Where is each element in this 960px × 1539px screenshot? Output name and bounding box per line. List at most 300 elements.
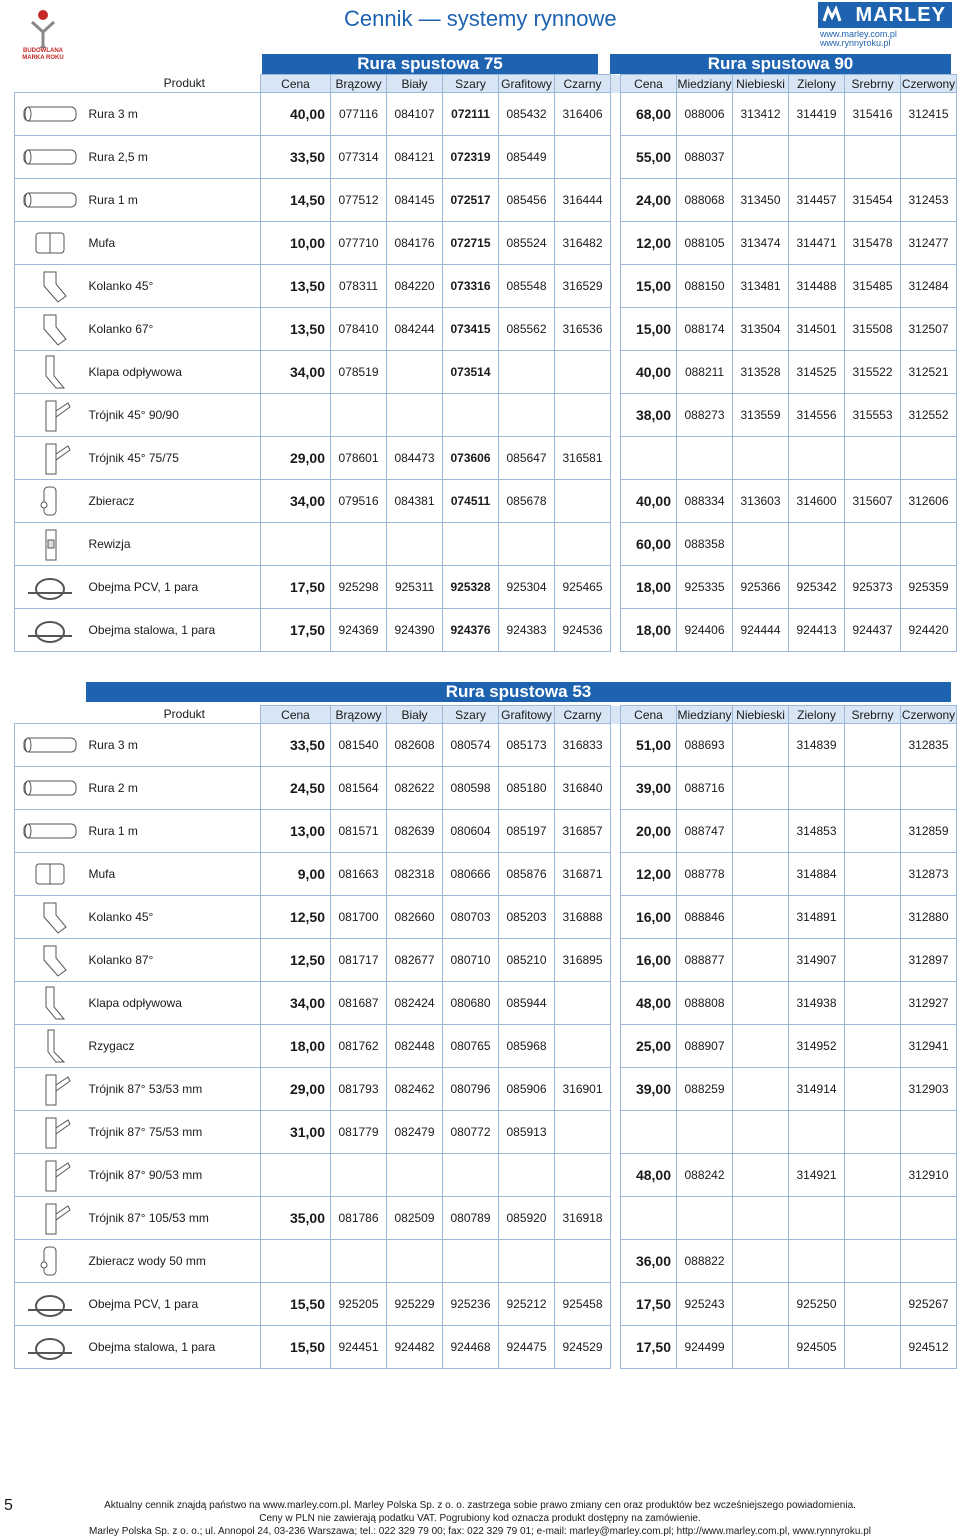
price-right: 40,00 — [621, 351, 677, 394]
product-code: 312477 — [901, 222, 957, 265]
product-code: 314556 — [789, 394, 845, 437]
table-row — [15, 1240, 957, 1283]
product-code: 924482 — [387, 1326, 443, 1369]
product-name: Rura 3 m — [85, 724, 261, 767]
product-code: 314600 — [789, 480, 845, 523]
product-code: 312873 — [901, 853, 957, 896]
table-row — [15, 437, 957, 480]
footer-line-1: Aktualny cennik znajdą państwo na www.marley.com.pl. Marley Polska Sp. z o. o. zastrzega sobie prawo zmiany cen oraz produktów bez wcześniejszego powiadomienia. — [104, 1500, 856, 1511]
price-right: 48,00 — [621, 982, 677, 1025]
product-code — [555, 1025, 611, 1068]
product-name: Klapa odpływowa — [85, 982, 261, 1025]
product-code: 085562 — [499, 308, 555, 351]
trójnik-87-90-53-mm-icon — [15, 1154, 85, 1197]
product-code: 924390 — [387, 609, 443, 652]
product-code: 077314 — [331, 136, 387, 179]
price-left: 14,50 — [261, 179, 331, 222]
table-row — [15, 853, 957, 896]
product-code — [499, 1240, 555, 1283]
product-code — [331, 1154, 387, 1197]
product-code — [733, 1111, 789, 1154]
col-cena-90: Cena — [621, 75, 677, 93]
trójnik-87-105-53-mm-icon — [15, 1197, 85, 1240]
product-code: 925342 — [789, 566, 845, 609]
product-code: 925229 — [387, 1283, 443, 1326]
product-code: 314488 — [789, 265, 845, 308]
product-code: 316444 — [555, 179, 611, 222]
product-code: 088778 — [677, 853, 733, 896]
product-code — [733, 724, 789, 767]
badge-line-2: MARKA ROKU — [22, 55, 64, 61]
product-code: 082639 — [387, 810, 443, 853]
product-code: 088259 — [677, 1068, 733, 1111]
price-right: 39,00 — [621, 1068, 677, 1111]
trójnik-87-53-53-mm-icon — [15, 1068, 85, 1111]
product-code: 088907 — [677, 1025, 733, 1068]
product-code: 925458 — [555, 1283, 611, 1326]
product-code — [845, 1197, 901, 1240]
column-gap — [611, 93, 621, 136]
product-code: 084107 — [387, 93, 443, 136]
product-code — [845, 1025, 901, 1068]
product-code: 315607 — [845, 480, 901, 523]
product-code — [901, 1240, 957, 1283]
col-cena: Cena — [261, 75, 331, 93]
product-name: Trójnik 87° 90/53 mm — [85, 1154, 261, 1197]
product-code: 925267 — [901, 1283, 957, 1326]
price-left: 34,00 — [261, 982, 331, 1025]
section-header-53: Rura spustowa 53 — [86, 682, 951, 702]
product-code: 078601 — [331, 437, 387, 480]
table2-column-headers — [15, 706, 957, 724]
product-code: 314891 — [789, 896, 845, 939]
product-code — [789, 1240, 845, 1283]
product-code — [845, 1283, 901, 1326]
product-code: 088822 — [677, 1240, 733, 1283]
product-code: 924499 — [677, 1326, 733, 1369]
price-left: 33,50 — [261, 136, 331, 179]
product-code — [733, 853, 789, 896]
product-code: 082660 — [387, 896, 443, 939]
column-gap — [611, 1326, 621, 1369]
product-code: 074511 — [443, 480, 499, 523]
product-code: 085906 — [499, 1068, 555, 1111]
column-gap — [611, 982, 621, 1025]
table-row — [15, 394, 957, 437]
product-code: 080703 — [443, 896, 499, 939]
column-gap — [611, 896, 621, 939]
table-row — [15, 566, 957, 609]
price-right: 17,50 — [621, 1283, 677, 1326]
product-code: 315478 — [845, 222, 901, 265]
product-code: 079516 — [331, 480, 387, 523]
column-gap — [611, 767, 621, 810]
product-code: 084220 — [387, 265, 443, 308]
kolanko-45-icon — [15, 896, 85, 939]
product-code — [443, 1154, 499, 1197]
obejma-pcv-1-para-icon — [15, 1283, 85, 1326]
product-code — [845, 939, 901, 982]
product-code: 312453 — [901, 179, 957, 222]
price-left — [261, 1240, 331, 1283]
col-miedziany: Miedziany — [677, 707, 732, 722]
table-row — [15, 265, 957, 308]
product-code — [789, 767, 845, 810]
product-code — [555, 480, 611, 523]
product-code — [555, 1154, 611, 1197]
product-code — [555, 1240, 611, 1283]
mufa-icon — [15, 853, 85, 896]
section-header-75: Rura spustowa 75 — [262, 54, 598, 74]
col-czerwony: Czerwony — [901, 76, 956, 91]
product-code: 088006 — [677, 93, 733, 136]
product-code: 316901 — [555, 1068, 611, 1111]
col-srebrny: Srebrny — [845, 706, 901, 724]
product-code: 082479 — [387, 1111, 443, 1154]
product-code: 314853 — [789, 810, 845, 853]
price-left: 10,00 — [261, 222, 331, 265]
column-gap — [611, 394, 621, 437]
product-code: 073606 — [443, 437, 499, 480]
product-code: 312415 — [901, 93, 957, 136]
column-gap — [611, 523, 621, 566]
price-right: 39,00 — [621, 767, 677, 810]
product-code: 924468 — [443, 1326, 499, 1369]
column-gap — [611, 1283, 621, 1326]
product-code — [845, 136, 901, 179]
product-code: 924529 — [555, 1326, 611, 1369]
product-code: 314501 — [789, 308, 845, 351]
price-right: 12,00 — [621, 222, 677, 265]
product-code: 082448 — [387, 1025, 443, 1068]
product-code — [555, 1111, 611, 1154]
table-row — [15, 767, 957, 810]
product-code: 088358 — [677, 523, 733, 566]
product-code: 314525 — [789, 351, 845, 394]
kolanko-87-icon — [15, 939, 85, 982]
price-left: 13,50 — [261, 265, 331, 308]
col-brazowy: Brązowy — [331, 75, 387, 93]
product-code — [733, 767, 789, 810]
price-right: 16,00 — [621, 896, 677, 939]
price-left: 34,00 — [261, 351, 331, 394]
product-code: 313481 — [733, 265, 789, 308]
product-code — [845, 523, 901, 566]
product-code — [387, 394, 443, 437]
product-code: 925212 — [499, 1283, 555, 1326]
product-code — [331, 394, 387, 437]
price-left: 24,50 — [261, 767, 331, 810]
product-code: 081779 — [331, 1111, 387, 1154]
product-code: 073514 — [443, 351, 499, 394]
product-name: Trójnik 87° 53/53 mm — [85, 1068, 261, 1111]
product-code — [555, 523, 611, 566]
table-row — [15, 724, 957, 767]
price-left: 12,50 — [261, 939, 331, 982]
rura-3-m-icon — [15, 724, 85, 767]
price-right — [621, 1111, 677, 1154]
product-code: 925311 — [387, 566, 443, 609]
product-code: 072111 — [443, 93, 499, 136]
product-code: 316536 — [555, 308, 611, 351]
product-code: 085173 — [499, 724, 555, 767]
brand-name: MARLEY — [855, 4, 946, 26]
product-code: 080765 — [443, 1025, 499, 1068]
product-code: 312927 — [901, 982, 957, 1025]
price-right: 25,00 — [621, 1025, 677, 1068]
price-right: 51,00 — [621, 724, 677, 767]
product-code: 084176 — [387, 222, 443, 265]
product-code: 085210 — [499, 939, 555, 982]
price-right: 18,00 — [621, 609, 677, 652]
rura-1-m-icon — [15, 810, 85, 853]
price-right — [621, 1197, 677, 1240]
product-code: 085456 — [499, 179, 555, 222]
price-right: 16,00 — [621, 939, 677, 982]
product-code — [443, 523, 499, 566]
product-code: 316895 — [555, 939, 611, 982]
product-code: 313474 — [733, 222, 789, 265]
trójnik-45-90-90-icon — [15, 394, 85, 437]
product-code: 078519 — [331, 351, 387, 394]
table-row — [15, 1111, 957, 1154]
price-left: 33,50 — [261, 724, 331, 767]
product-code: 073415 — [443, 308, 499, 351]
table-row — [15, 810, 957, 853]
product-code — [789, 437, 845, 480]
price-right: 17,50 — [621, 1326, 677, 1369]
price-left — [261, 1154, 331, 1197]
col-szary: Szary — [443, 75, 499, 93]
product-name: Trójnik 87° 75/53 mm — [85, 1111, 261, 1154]
rzygacz-icon — [15, 1025, 85, 1068]
product-code: 924475 — [499, 1326, 555, 1369]
product-code: 924420 — [901, 609, 957, 652]
rura-3-m-icon — [15, 93, 85, 136]
column-gap — [611, 222, 621, 265]
price-right: 36,00 — [621, 1240, 677, 1283]
price-table-75-90 — [14, 74, 957, 652]
column-gap — [611, 1068, 621, 1111]
product-code: 925328 — [443, 566, 499, 609]
price-left: 15,50 — [261, 1326, 331, 1369]
product-name: Klapa odpływowa — [85, 351, 261, 394]
product-name: Rzygacz — [85, 1025, 261, 1068]
product-name: Obejma stalowa, 1 para — [85, 1326, 261, 1369]
column-gap — [611, 853, 621, 896]
product-code: 314839 — [789, 724, 845, 767]
product-code: 924451 — [331, 1326, 387, 1369]
col-brazowy: Brązowy — [331, 706, 387, 724]
product-name: Mufa — [85, 853, 261, 896]
product-code: 313559 — [733, 394, 789, 437]
product-code: 088242 — [677, 1154, 733, 1197]
product-code: 924512 — [901, 1326, 957, 1369]
column-gap — [611, 724, 621, 767]
table-row — [15, 1025, 957, 1068]
page-title: Cennik — systemy rynnowe — [344, 6, 617, 31]
price-left: 31,00 — [261, 1111, 331, 1154]
product-code — [331, 523, 387, 566]
product-name: Obejma stalowa, 1 para — [85, 609, 261, 652]
product-code: 080598 — [443, 767, 499, 810]
product-code: 313504 — [733, 308, 789, 351]
col-grafitowy: Grafitowy — [499, 706, 555, 724]
table-row — [15, 351, 957, 394]
product-code: 924536 — [555, 609, 611, 652]
obejma-pcv-1-para-icon — [15, 566, 85, 609]
price-left — [261, 523, 331, 566]
product-code — [901, 136, 957, 179]
obejma-stalowa-1-para-icon — [15, 609, 85, 652]
product-code: 924376 — [443, 609, 499, 652]
price-left: 35,00 — [261, 1197, 331, 1240]
product-code: 085180 — [499, 767, 555, 810]
product-code: 925250 — [789, 1283, 845, 1326]
product-name: Trójnik 45° 75/75 — [85, 437, 261, 480]
product-code — [733, 1283, 789, 1326]
price-right: 24,00 — [621, 179, 677, 222]
column-gap — [611, 308, 621, 351]
product-code: 925304 — [499, 566, 555, 609]
product-code: 081687 — [331, 982, 387, 1025]
column-gap — [611, 437, 621, 480]
rewizja-icon — [15, 523, 85, 566]
product-code: 085647 — [499, 437, 555, 480]
marley-logo — [818, 2, 952, 28]
product-code: 925205 — [331, 1283, 387, 1326]
product-code — [901, 523, 957, 566]
product-code: 084121 — [387, 136, 443, 179]
product-code: 925373 — [845, 566, 901, 609]
klapa-odpływowa-icon — [15, 982, 85, 1025]
product-code: 316833 — [555, 724, 611, 767]
price-left: 15,50 — [261, 1283, 331, 1326]
table-row — [15, 1283, 957, 1326]
price-right: 15,00 — [621, 308, 677, 351]
product-code — [733, 896, 789, 939]
product-code: 088068 — [677, 179, 733, 222]
product-name: Kolanko 87° — [85, 939, 261, 982]
product-code: 316406 — [555, 93, 611, 136]
product-code: 084381 — [387, 480, 443, 523]
product-code: 088334 — [677, 480, 733, 523]
product-code — [845, 1111, 901, 1154]
product-code — [555, 394, 611, 437]
column-gap — [611, 265, 621, 308]
product-code: 312507 — [901, 308, 957, 351]
column-gap — [611, 566, 621, 609]
product-code: 088105 — [677, 222, 733, 265]
product-code — [677, 1197, 733, 1240]
footer-line-2: Ceny w PLN nie zawierają podatku VAT. Pogrubiony kod oznacza produkt dostępny na zamówienie. — [259, 1513, 701, 1524]
product-code: 924369 — [331, 609, 387, 652]
product-name: Rura 1 m — [85, 810, 261, 853]
product-code: 925465 — [555, 566, 611, 609]
product-name: Kolanko 45° — [85, 896, 261, 939]
product-code: 315508 — [845, 308, 901, 351]
column-gap — [611, 1025, 621, 1068]
product-code: 085968 — [499, 1025, 555, 1068]
badge-line-1: BUDOWLANA — [23, 48, 63, 54]
product-code: 077116 — [331, 93, 387, 136]
product-code — [733, 1326, 789, 1369]
price-left: 29,00 — [261, 437, 331, 480]
product-code: 313412 — [733, 93, 789, 136]
col-zielony: Zielony — [789, 706, 845, 724]
price-left: 9,00 — [261, 853, 331, 896]
product-code: 312484 — [901, 265, 957, 308]
product-code: 925243 — [677, 1283, 733, 1326]
product-code: 081762 — [331, 1025, 387, 1068]
product-code — [845, 767, 901, 810]
col-czarny: Czarny — [555, 706, 611, 724]
product-code: 085548 — [499, 265, 555, 308]
product-code: 081793 — [331, 1068, 387, 1111]
trójnik-45-75-75-icon — [15, 437, 85, 480]
url-marley: www.marley.com.pl — [820, 29, 897, 39]
product-code: 081571 — [331, 810, 387, 853]
product-code — [901, 767, 957, 810]
product-code: 314914 — [789, 1068, 845, 1111]
column-gap — [611, 179, 621, 222]
product-code — [733, 523, 789, 566]
product-code: 088150 — [677, 265, 733, 308]
table-row — [15, 308, 957, 351]
product-code: 312835 — [901, 724, 957, 767]
product-code: 085524 — [499, 222, 555, 265]
product-code: 312859 — [901, 810, 957, 853]
product-name: Rewizja — [85, 523, 261, 566]
product-code: 072319 — [443, 136, 499, 179]
product-code — [555, 136, 611, 179]
product-name: Kolanko 45° — [85, 265, 261, 308]
product-name: Trójnik 45° 90/90 — [85, 394, 261, 437]
product-code — [789, 136, 845, 179]
price-left: 13,00 — [261, 810, 331, 853]
product-code: 312521 — [901, 351, 957, 394]
product-code — [845, 982, 901, 1025]
table1-column-headers — [15, 75, 957, 93]
table1-body — [15, 93, 957, 652]
product-code — [733, 136, 789, 179]
product-code: 080772 — [443, 1111, 499, 1154]
product-code: 088747 — [677, 810, 733, 853]
product-code — [789, 1111, 845, 1154]
table-row — [15, 136, 957, 179]
product-name: Rura 2 m — [85, 767, 261, 810]
product-code: 085449 — [499, 136, 555, 179]
product-code — [733, 982, 789, 1025]
product-code: 082608 — [387, 724, 443, 767]
product-name: Rura 1 m — [85, 179, 261, 222]
product-code: 924413 — [789, 609, 845, 652]
product-code: 088037 — [677, 136, 733, 179]
product-code — [555, 351, 611, 394]
product-code — [901, 1111, 957, 1154]
product-code: 078410 — [331, 308, 387, 351]
product-code — [845, 724, 901, 767]
col-produkt: Produkt — [15, 75, 261, 93]
product-code: 085432 — [499, 93, 555, 136]
table-row — [15, 93, 957, 136]
table-row — [15, 982, 957, 1025]
product-code: 925359 — [901, 566, 957, 609]
product-code — [733, 437, 789, 480]
table-row — [15, 1154, 957, 1197]
product-code: 925236 — [443, 1283, 499, 1326]
product-name: Obejma PCV, 1 para — [85, 566, 261, 609]
